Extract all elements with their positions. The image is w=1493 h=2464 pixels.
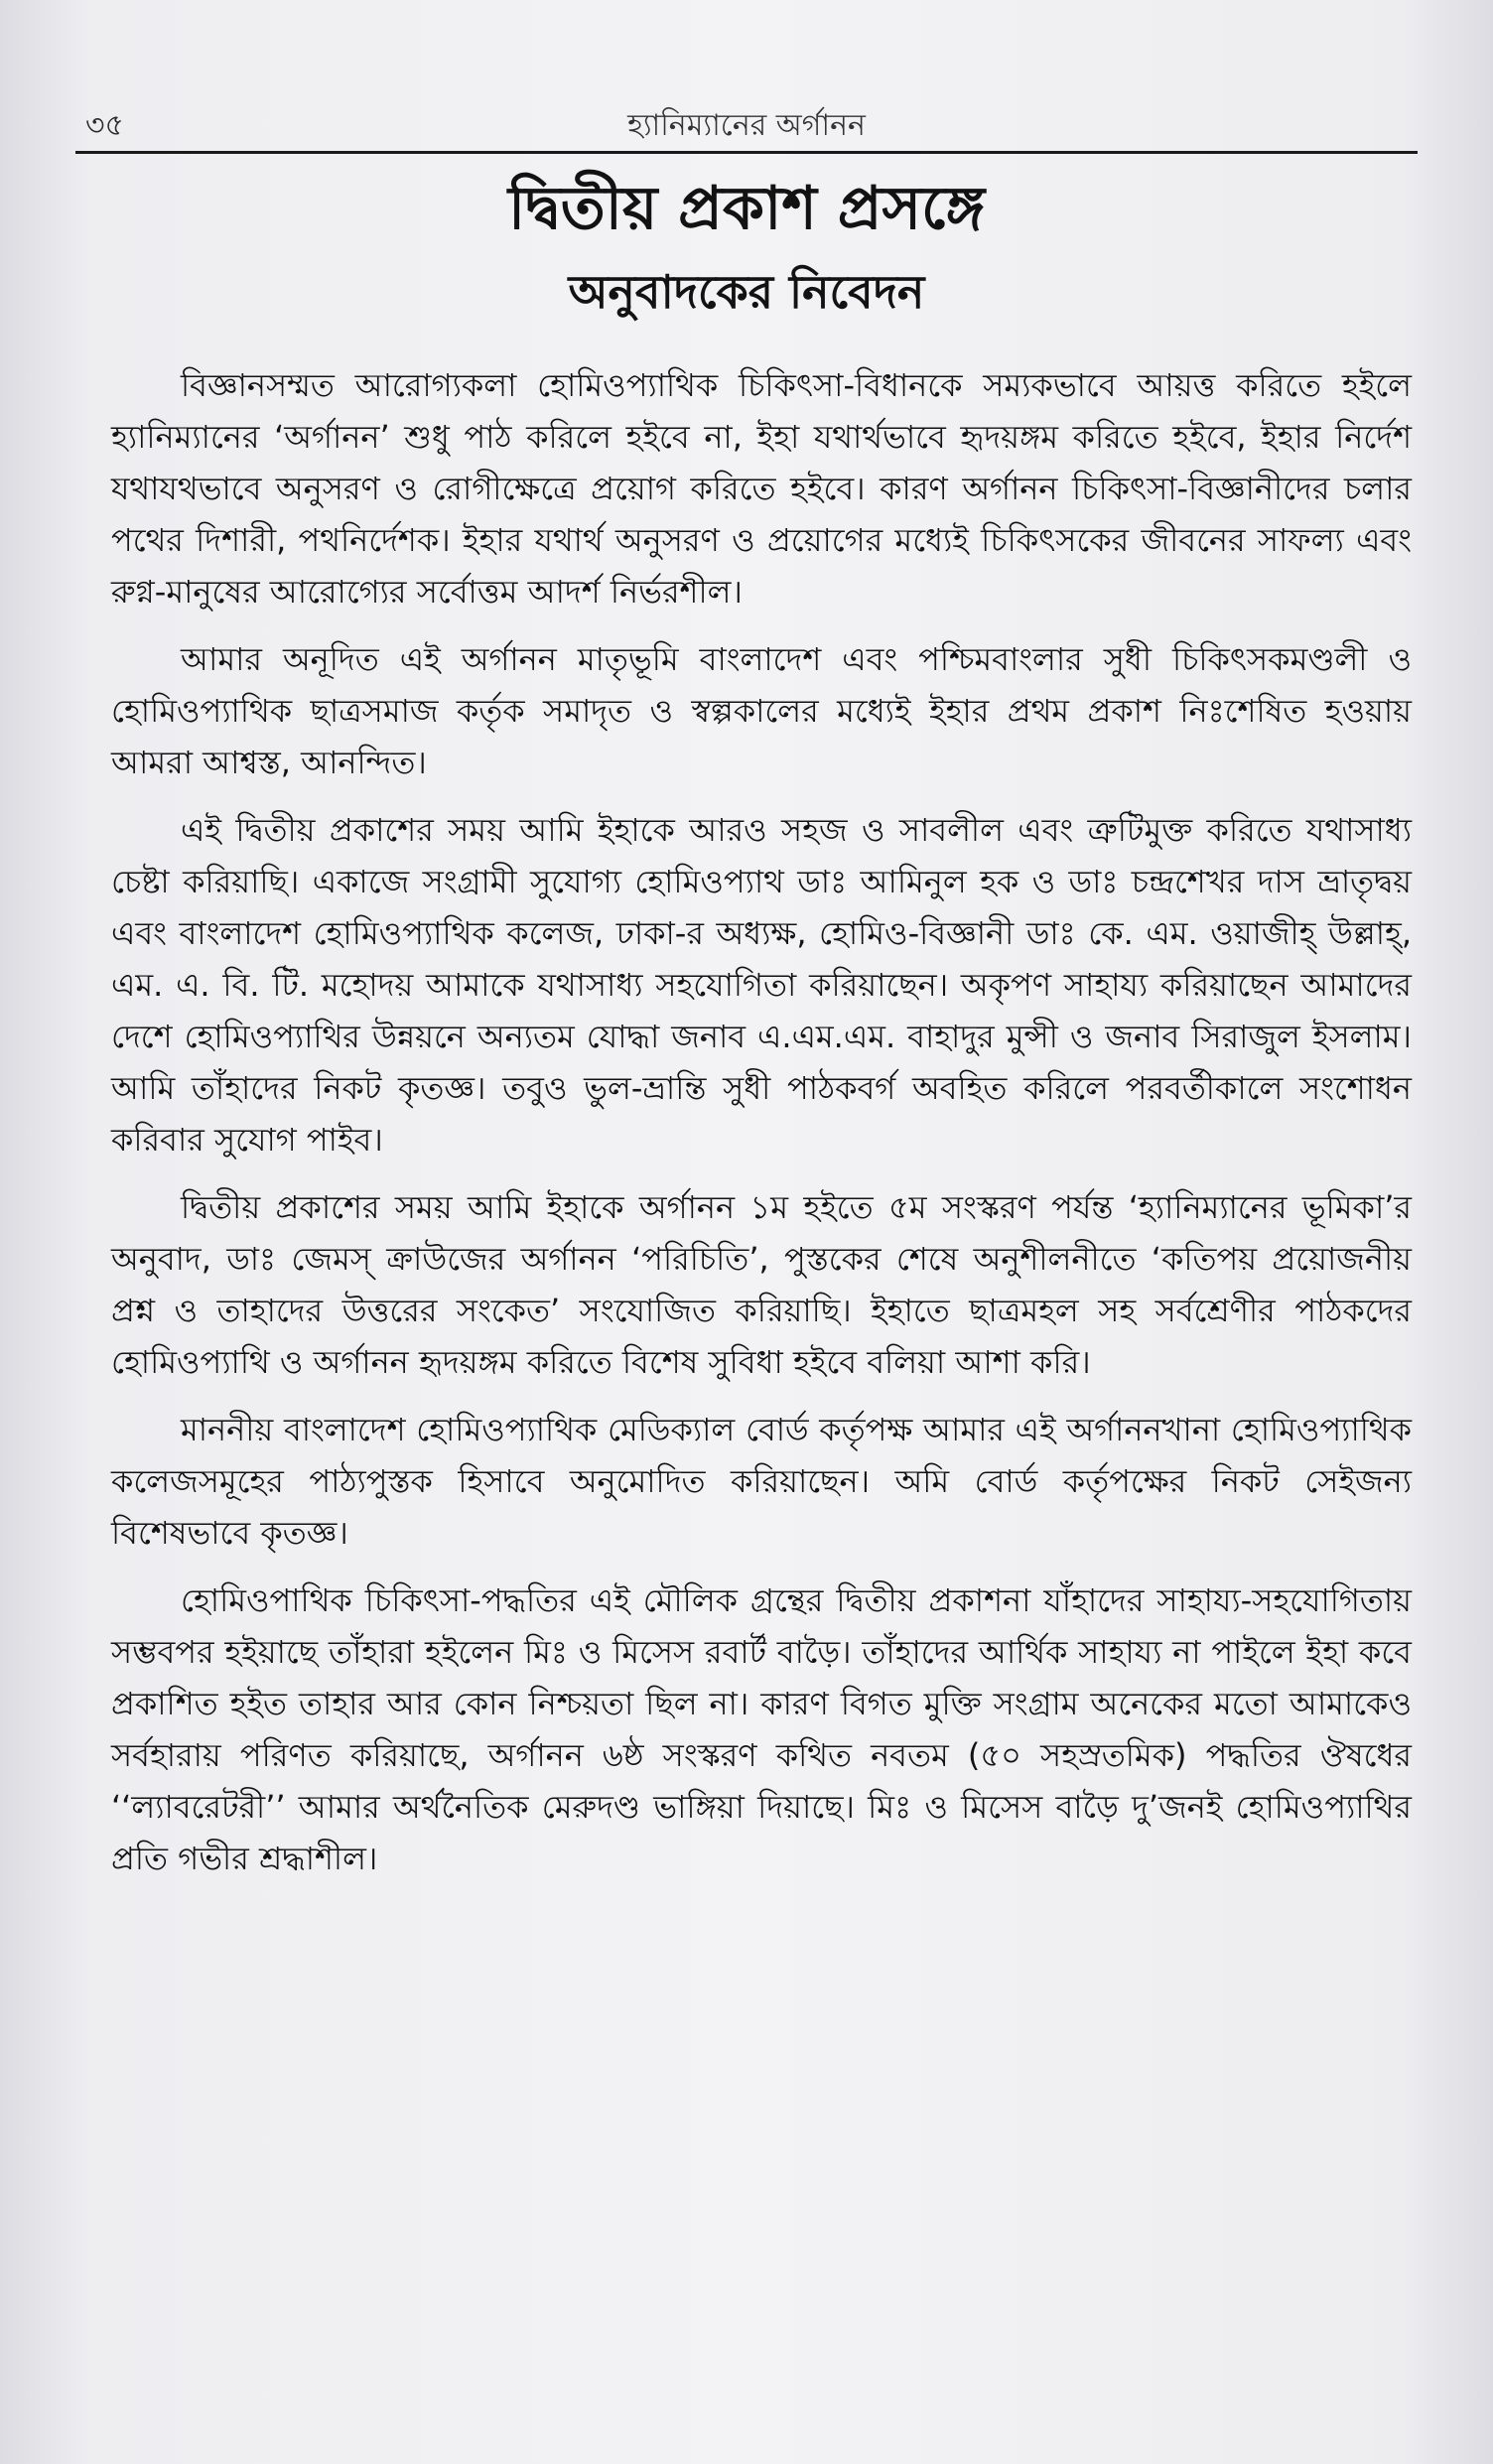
section-subtitle: অনুবাদকের নিবেদন [568,265,925,319]
paragraph-2: আমার অনূদিত এই অর্গানন মাতৃভূমি বাংলাদেশ এবং পশ্চিমবাংলার সুধী চিকিৎসকমণ্ডলী ও হোমিওপ্যাথিক ছাত্রসমাজ কর্তৃক সমাদৃত ও স্বল্পকালের মধ্যেই ইহার প্রথম প্রকাশ নিঃশেষিত হওয়ায় আমরা আশ্বস্ত, আনন্দিত। [111,640,1412,781]
paragraph-1: বিজ্ঞানসম্মত আরোগ্যকলা হোমিওপ্যাথিক চিকিৎসা-বিধানকে সম্যকভাবে আয়ত্ত করিতে হইলে হ্যানিম্যানের ‘অর্গানন’ শুধু পাঠ করিলে হইবে না, ইহা যথার্থভাবে হৃদয়ঙ্গম করিতে হইবে, ইহার নির্দেশ যথাযথভাবে অনুসরণ ও রোগীক্ষেত্রে প্রয়োগ করিতে হইবে। কারণ অর্গানন চিকিৎসা-বিজ্ঞানীদের চলার পথের দিশারী, পথনির্দেশক। ইহার যথার্থ অনুসরণ ও প্রয়োগের মধ্যেই চিকিৎসকের জীবনের সাফল্য এবং রুগ্ন-মানুষের আরোগ্যের সর্বোত্তম আদর্শ নির্ভরশীল। [111,366,1412,611]
paragraph-3: এই দ্বিতীয় প্রকাশের সময় আমি ইহাকে আরও সহজ ও সাবলীল এবং ত্রুটিমুক্ত করিতে যথাসাধ্য চেষ্টা করিয়াছি। একাজে সংগ্রামী সুযোগ্য হোমিওপ্যাথ ডাঃ আমিনুল হক ও ডাঃ চন্দ্রশেখর দাস ভ্রাতৃদ্বয় এবং বাংলাদেশ হোমিওপ্যাথিক কলেজ, ঢাকা-র অধ্যক্ষ, হোমিও-বিজ্ঞানী ডাঃ কে. এম. ওয়াজীহ্ উল্লাহ্, এম. এ. বি. টি. মহোদয় আমাকে যথাসাধ্য সহযোগিতা করিয়াছেন। অকৃপণ সাহায্য করিয়াছেন আমাদের দেশে হোমিওপ্যাথির উন্নয়নে অন্যতম যোদ্ধা জনাব এ.এম.এম. বাহাদুর মুন্সী ও জনাব সিরাজুল ইসলাম। আমি তাঁহাদের নিকট কৃতজ্ঞ। তবুও ভুল-ভ্রান্তি সুধী পাঠকবর্গ অবহিত করিলে পরবর্তীকালে সংশোধন করিবার সুযোগ পাইব। [111,811,1412,1159]
header-rule [75,151,1418,154]
running-head [0,91,1493,151]
paragraph-5: মাননীয় বাংলাদেশ হোমিওপ্যাথিক মেডিক্যাল বোর্ড কর্তৃপক্ষ আমার এই অর্গাননখানা হোমিওপ্যাথিক কলেজসমূহের পাঠ্যপুস্তক হিসাবে অনুমোদিত করিয়াছেন। অমি বোর্ড কর্তৃপক্ষের নিকট সেইজন্য বিশেষভাবে কৃতজ্ঞ। [111,1411,1412,1552]
body-text [111,359,1412,1900]
running-title: হ্যানিম্যানের অর্গানন [627,108,866,143]
paragraph-4: দ্বিতীয় প্রকাশের সময় আমি ইহাকে অর্গানন ১ম হইতে ৫ম সংস্করণ পর্যন্ত ‘হ্যানিম্যানের ভূমিকা’র অনুবাদ, ডাঃ জেমস্ ক্রাউজের অর্গানন ‘পরিচিতি’, পুস্তকের শেষে অনুশীলনীতে ‘কতিপয় প্রয়োজনীয় প্রশ্ন ও তাহাদের উত্তরের সংকেত’ সংযোজিত করিয়াছি। ইহাতে ছাত্রমহল সহ সর্বশ্রেণীর পাঠকদের হোমিওপ্যাথি ও অর্গানন হৃদয়ঙ্গম করিতে বিশেষ সুবিধা হইবে বলিয়া আশা করি। [111,1188,1413,1381]
page-number: ৩৫ [85,108,124,143]
page-title: দ্বিতীয় প্রকাশ প্রসঙ্গে [507,174,986,243]
paragraph-6: হোমিওপাথিক চিকিৎসা-পদ্ধতির এই মৌলিক গ্রন্থের দ্বিতীয় প্রকাশনা যাঁহাদের সাহায্য-সহযোগিতায় সম্ভবপর হইয়াছে তাঁহারা হইলেন মিঃ ও মিসেস রবার্ট বাড়ৈ। তাঁহাদের আর্থিক সাহায্য না পাইলে ইহা কবে প্রকাশিত হইত তাহার আর কোন নিশ্চয়তা ছিল না। কারণ বিগত মুক্তি সংগ্রাম অনেকের মতো আমাকেও সর্বহারায় পরিণত করিয়াছে, অর্গানন ৬ষ্ঠ সংস্করণ কথিত নবতম (৫০ সহস্রতমিক) পদ্ধতির ঔষধের ‘‘ল্যাবরেটরী’’ আমার অর্থনৈতিক মেরুদণ্ড ভাঙ্গিয়া দিয়াছে। মিঃ ও মিসেস বাড়ৈ দু’জনই হোমিওপ্যাথির প্রতি গভীর শ্রদ্ধাশীল। [111,1581,1412,1877]
